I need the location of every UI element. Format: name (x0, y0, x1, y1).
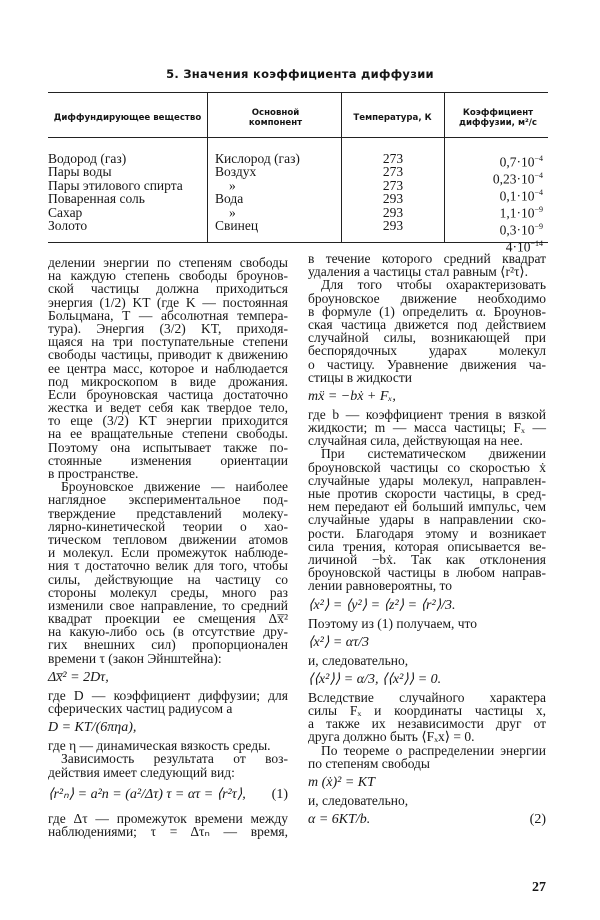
text-line: стороны молекул среды, много раз (48, 584, 288, 600)
text-line: тура). Энергия (3/2) KT, приходя- (48, 320, 288, 336)
text-line: на ее вращательные степени свободы. (48, 426, 288, 442)
text-line: ской частицы должна приходиться (48, 281, 288, 297)
text-line: где D — коэффициент диффузии; для (48, 687, 288, 703)
text-line: где b — коэффициент трения в вязкой (308, 406, 546, 422)
cell-coefficient (468, 186, 543, 203)
text-line: щаяся на три поступательные степени (48, 334, 288, 350)
equation-number: (1) (271, 786, 288, 802)
text-line: При систематическом движении (321, 446, 546, 462)
coefficient-mantissa: 0,23·10 (492, 171, 535, 187)
temperature-column (348, 152, 438, 232)
text-line: личиной −bẋ. Так как отклонения (308, 551, 546, 567)
formula-expression: ⟨r²ₙ⟩ = a²n = (a²/Δτ) τ = ατ = ⟨r²τ⟩, (48, 786, 246, 802)
text-line: броуновской частицы в любом направ- (308, 565, 546, 581)
text-line: и молекул. Если промежуток наблюде- (48, 545, 288, 561)
coefficient-mantissa: 0,7·10 (499, 154, 535, 170)
formula-expression: mẍ = −bẋ + Fₓ, (308, 388, 396, 404)
text-line: делении энергии по степеням свободы (48, 255, 288, 270)
right-text-column (308, 252, 546, 831)
text-line: сферических частиц радиусом a (48, 701, 233, 716)
text-line: лении равновероятны, то (308, 578, 453, 594)
paragraph (308, 408, 546, 448)
text-line: Зависимость результата от воз- (61, 751, 288, 767)
text-line: случайной силы, возникающей при (308, 330, 546, 346)
coefficient-mantissa: 1,1·10 (499, 205, 535, 221)
header-coefficient: Коэффициент диффузии, м²/с (459, 108, 537, 128)
formula (48, 782, 288, 808)
cell-temperature: 273 (382, 164, 404, 180)
text-line: и, следовательно, (308, 793, 409, 808)
text-line: где η — динамическая вязкость среды. (48, 738, 271, 754)
text-line: силы, действующие на частицу со (48, 571, 288, 587)
text-line: случайная сила, действующая на нее. (308, 433, 523, 449)
cell-temperature: 273 (382, 177, 404, 193)
text-line: случайные удары в направлении ско- (308, 512, 546, 528)
text-line: По теореме о распределении энергии (321, 742, 546, 758)
text-line: лярно-кинетической теории о хао- (48, 518, 288, 534)
coefficient-exponent: −4 (534, 187, 543, 197)
text-line: ния τ достаточно велик для того, чтобы (48, 558, 288, 574)
component-column (215, 152, 340, 232)
text-line: Больцмана, T — абсолютная темпера- (48, 307, 288, 323)
equation-number: (2) (529, 812, 546, 828)
paragraph (308, 252, 546, 278)
text-line: действия имеет следующий вид: (48, 764, 235, 780)
table-top-rule (48, 92, 548, 93)
text-line: Вследствие случайного характера (308, 689, 546, 705)
text-line: в формуле (1) определить α. Броунов- (308, 303, 546, 319)
text-line: Броуновское движение — наиболее (61, 479, 288, 495)
text-line: нем передают ей больший импульс, чем (308, 499, 546, 515)
text-line: свободы частицы, приводит к движению (48, 347, 288, 363)
cell-component: Воздух (215, 164, 257, 180)
text-line: стоянные изменения ориентации (48, 452, 288, 468)
page-number: 27 (532, 880, 546, 895)
coefficient-column (468, 152, 543, 253)
formula-expression: α = 6KT/b. (308, 812, 371, 828)
text-line: гих внешних сил) пропорционален (48, 637, 288, 653)
coefficient-exponent: −4 (534, 154, 543, 163)
formula (308, 635, 546, 651)
formula (308, 672, 546, 688)
text-line: удаления a частицы стал равным ⟨r²τ⟩. (308, 264, 529, 280)
paragraph (48, 812, 288, 838)
text-line: сила трения, которая описывается ве- (308, 538, 546, 554)
text-line: то еще (3/2) KT энергии приходится (48, 413, 288, 429)
substance-column (48, 152, 206, 232)
paragraph (308, 447, 546, 592)
text-line: жидкости; m — масса частицы; Fₓ — (308, 420, 546, 436)
text-line: беспорядочных ударах молекул (308, 343, 546, 359)
text-line: броуновской частицы со скоростью ẋ (308, 459, 546, 475)
text-line: стицы в жидкости (308, 369, 413, 385)
paragraph (48, 480, 288, 665)
cell-coefficient (468, 203, 543, 220)
text-line: под микроскопом в виде дрожания. (48, 373, 288, 389)
text-line: и, следовательно, (308, 652, 409, 668)
text-line: Для того чтобы охарактеризовать (321, 277, 546, 293)
cell-coefficient (468, 152, 543, 169)
formula (48, 720, 288, 736)
formula-expression: m (ẋ)² = KT (308, 775, 375, 790)
paragraph (308, 654, 546, 667)
formula (308, 389, 546, 405)
text-line: времени τ (закон Эйнштейна): (48, 650, 222, 666)
left-text-column (48, 256, 288, 838)
text-line: Поэтому она испытывает также по- (48, 439, 288, 455)
cell-temperature: 293 (382, 191, 404, 207)
formula (308, 812, 546, 828)
cell-substance: Пары воды (48, 164, 112, 180)
coefficient-exponent: −9 (534, 221, 543, 231)
coefficient-mantissa: 0,3·10 (499, 222, 535, 238)
text-line: рости. Благодаря этому и возникает (308, 525, 546, 541)
text-line: броуновское движение необходимо (308, 290, 546, 306)
cell-component: » (229, 204, 236, 220)
formula (48, 670, 288, 686)
text-line: силы Fₓ и координаты частицы x, (308, 703, 546, 719)
table-header-rule (48, 137, 548, 138)
cell-substance: Пары этилового спирта (48, 177, 183, 193)
text-line: ская частица движется под действием (308, 316, 546, 332)
text-line: изменили свое направление, то средний (48, 597, 288, 613)
paragraph (48, 256, 288, 480)
text-line: по степеням свободы (308, 755, 430, 771)
text-line: квадрат проекции ее смещения Δx̅² (48, 611, 288, 627)
text-line: а также их независимости друг от (308, 716, 546, 732)
table-title: 5. Значения коэффициента диффузии (166, 67, 434, 81)
text-line: ные против скорости частицы, в сред- (308, 486, 546, 501)
header-substance: Диффундирующее вещество (53, 113, 202, 123)
column-divider (207, 92, 208, 242)
paragraph (308, 744, 546, 770)
cell-temperature: 273 (382, 151, 404, 166)
formula (308, 598, 546, 614)
coefficient-exponent: −14 (530, 238, 543, 248)
paragraph (308, 617, 546, 630)
formula-expression: D = KT/(6πηa), (48, 720, 137, 736)
column-divider (444, 92, 445, 242)
text-line: на каждую степень свободы броунов- (48, 268, 288, 284)
paragraph (308, 278, 546, 384)
cell-temperature: 293 (382, 218, 404, 234)
text-line: наблюдениями; τ = Δτₙ — время, (48, 823, 288, 839)
cell-component: Свинец (215, 218, 259, 234)
cell-coefficient (468, 169, 543, 186)
text-line: на какую-либо ось (в отсутствие дру- (48, 624, 288, 640)
formula-expression: ⟨x²⟩ = ατ/3 (308, 634, 370, 650)
coefficient-exponent: −9 (534, 204, 543, 214)
cell-component: » (229, 177, 236, 193)
formula-expression: Δx̅² = 2Dτ, (48, 669, 109, 685)
formula-expression: ⟨⟨x²⟩⟩ = α/3, ⟨⟨x²⟩⟩ = 0. (308, 671, 442, 687)
coefficient-mantissa: 0,1·10 (499, 188, 535, 204)
cell-component: Вода (215, 191, 244, 207)
text-line: ее центра масс, которое и наблюдается (48, 360, 288, 376)
cell-temperature: 293 (382, 204, 404, 220)
text-line: случайные удары молекул, направлен- (308, 472, 546, 488)
cell-substance: Золото (48, 218, 88, 234)
header-component: Основной компонент (248, 108, 303, 128)
text-line: в течение которого средний квадрат (308, 251, 546, 266)
cell-substance: Поваренная соль (48, 191, 145, 207)
text-line: Поэтому из (1) получаем, что (308, 615, 478, 631)
cell-substance: Сахар (48, 204, 83, 220)
text-line: тверждение представлений молеку- (48, 505, 288, 521)
cell-substance: Водород (газ) (48, 151, 127, 166)
text-line: наглядное экспериментальное под- (48, 492, 288, 508)
header-temperature: Температура, К (353, 113, 432, 123)
cell-coefficient (468, 220, 543, 237)
paragraph (48, 689, 288, 715)
paragraph (308, 794, 546, 807)
text-line: в пространстве. (48, 466, 139, 481)
coefficient-mantissa: 4·10 (505, 239, 531, 255)
formula (308, 775, 546, 791)
text-line: жестка и ведет себя как твердое тело, (48, 400, 288, 416)
cell-component: Кислород (газ) (215, 151, 300, 166)
text-line: тическом тепловом движении атомов (48, 531, 288, 547)
paragraph (48, 752, 288, 778)
text-line: энергия (1/2) KT (где K — постоянная (48, 294, 288, 310)
coefficient-exponent: −4 (534, 170, 543, 180)
text-line: Если броуновская частица достаточно (48, 386, 288, 402)
text-line: о частицу. Уравнение движения ча- (308, 356, 546, 372)
paragraph (308, 691, 546, 744)
formula-expression: ⟨x²⟩ = ⟨y²⟩ = ⟨z²⟩ = ⟨r²⟩/3. (308, 597, 456, 613)
text-line: друга должно быть ⟨Fₓx⟩ = 0. (308, 729, 475, 745)
text-line: где Δτ — промежуток времени между (48, 810, 288, 826)
